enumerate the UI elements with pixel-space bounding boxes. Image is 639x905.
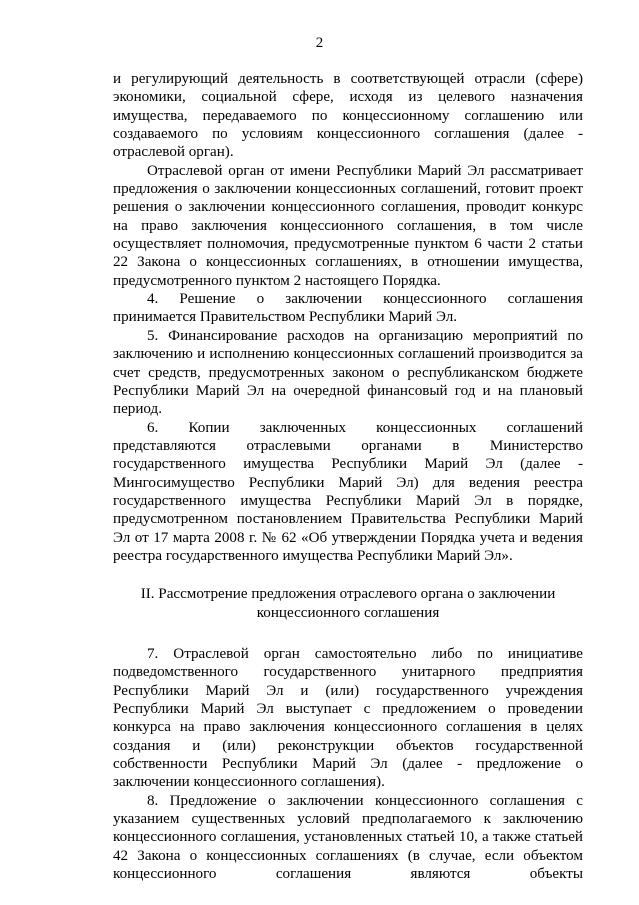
paragraph-regulating-sector: и регулирующий деятельность в соответствующей отрасли (сфере) экономики, социальной сфере, исходя из целевого назначения имущества, передаваемого по концессионному соглашению или создаваемого по условиям концессионного соглашения (далее - отраслевой орган).	[113, 71, 583, 161]
paragraph-item-5: 5. Финансирование расходов на организацию мероприятий по заключению и исполнению концессионных соглашений производится за счет средств, предусмотренных законом о республиканском бюджете Республики Марий Эл на очередной финансовый год и на плановый период.	[113, 327, 583, 418]
paragraph-item-6: 6. Копии заключенных концессионных соглашений представляются отраслевыми органами в Министерство государственного имущества Республики Марий Эл (далее - Мингосимущество Республики Марий Эл) для ведения реестра государственного имущества Республики Марий Эл в порядке, предусмотренном постановлением Правительства Республики Марий Эл от 17 марта 2008 г. № 62 «Об утверждении Порядка учета и ведения реестра государственного имущества Республики Марий Эл».	[113, 419, 583, 564]
paragraph-sector-body-powers: Отраслевой орган от имени Республики Марий Эл рассматривает предложения о заключении концессионных соглашений, готовит проект решения о заключении концессионного соглашения, проводит конкурс на право заключения концессионного соглашения, в том числе осуществляет полномочия, предусмотренные пунктом 6 части 2 статьи 22 Закона о концессионных соглашениях, в отношении имущества, предусмотренного пунктом 2 настоящего Порядка.	[113, 162, 583, 289]
paragraph-item-7: 7. Отраслевой орган самостоятельно либо по инициативе подведомственного государственного унитарного предприятия Республики Марий Эл и (или) государственного учреждения Республики Марий Эл выступает с предложением о проведении конкурса на право заключения концессионного соглашения в целях создания и (или) реконструкции объектов государственной собственности Республики Марий Эл (далее - предложение о заключении концессионного соглашения).	[113, 645, 583, 791]
paragraph-item-8: 8. Предложение о заключении концессионного соглашения с указанием существенных условий предполагаемого к заключению концессионного соглашения, установленных статьей 10, а также статьей 42 Закона о концессионных соглашениях (в случае, если объектом концессионного соглашения являются объекты	[113, 792, 583, 883]
paragraph-item-4: 4. Решение о заключении концессионного соглашения принимается Правительством Республики Марий Эл.	[113, 291, 583, 326]
document-body	[113, 70, 583, 883]
section-heading	[113, 585, 583, 622]
section-heading-line-1: II. Рассмотрение предложения отраслевого органа о заключении	[140, 586, 556, 603]
page-number: 2	[315, 35, 324, 51]
section-heading-line-2: концессионного соглашения	[256, 604, 440, 621]
